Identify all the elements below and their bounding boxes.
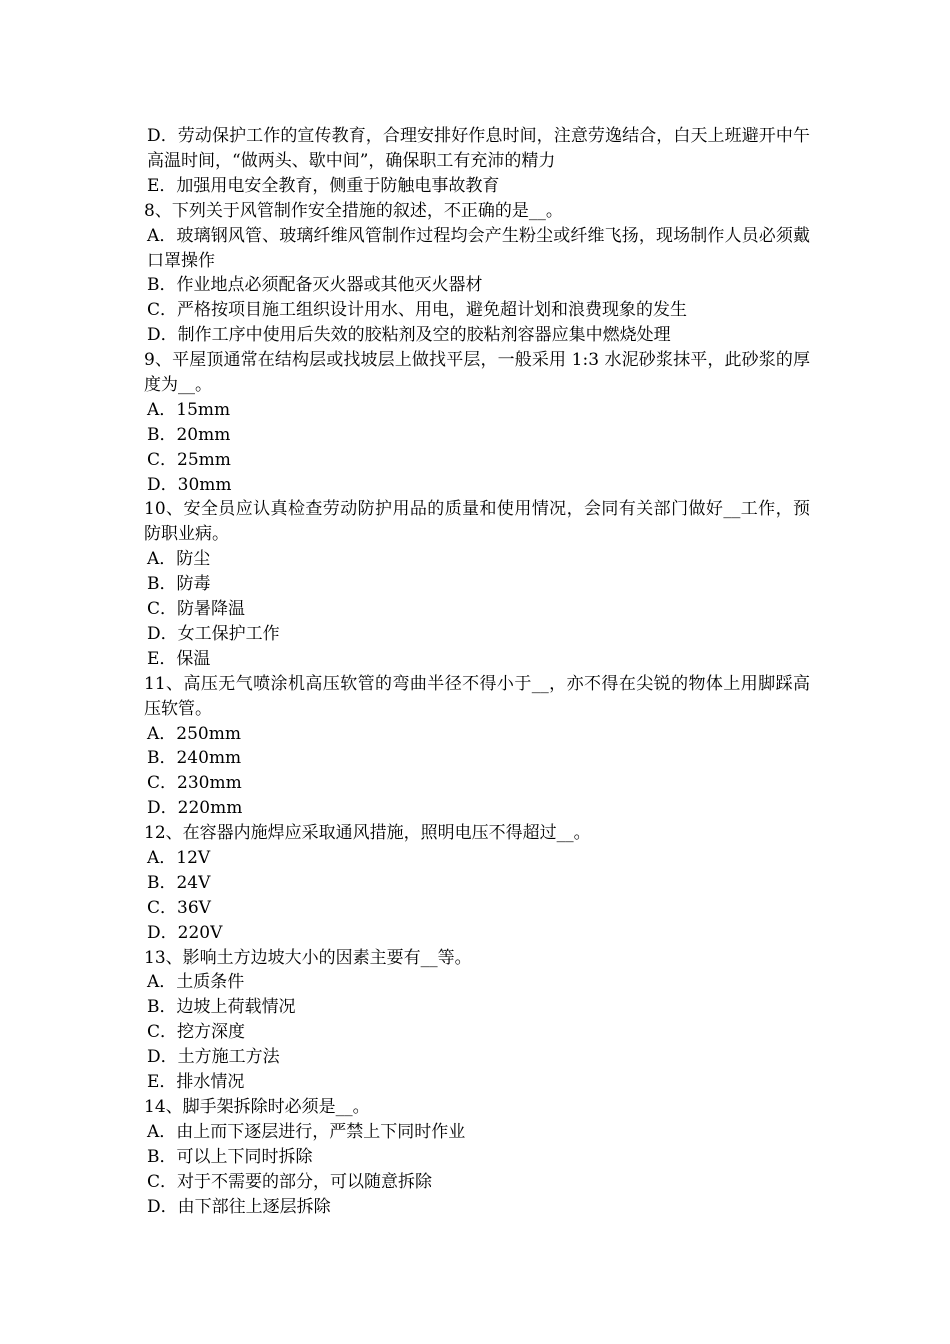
option-c-q12: C．36V [147,897,211,918]
option-d-q9: D．30mm [147,474,232,495]
option-b-q12: B．24V [147,872,211,893]
question-8: 8、下列关于风管制作安全措施的叙述，不正确的是__。 [144,200,563,221]
question-12: 12、在容器内施焊应采取通风措施，照明电压不得超过__。 [144,823,591,844]
option-a-q8: A．玻璃钢风管、玻璃纤维风管制作过程均会产生粉尘或纤维飞扬，现场制作人员必须戴口罩操作 [147,225,810,271]
option-d-q8: D．制作工序中使用后失效的胶粘剂及空的胶粘剂容器应集中燃烧处理 [147,325,671,346]
question-14: 14、脚手架拆除时必须是__。 [144,1096,370,1117]
question-9: 9、平屋顶通常在结构层或找坡层上做找平层，一般采用 1:3 水泥砂浆抹平，此砂浆的厚度为__。 [144,350,810,395]
option-c-q11: C．230mm [147,773,242,794]
option-b-q14: B．可以上下同时拆除 [147,1146,313,1167]
option-a-q14: A．由上而下逐层进行，严禁上下同时作业 [147,1121,466,1142]
option-c-q10: C．防暑降温 [147,599,246,620]
option-c-q8: C．严格按项目施工组织设计用水、用电，避免超计划和浪费现象的发生 [147,300,688,321]
question-11: 11、高压无气喷涂机高压软管的弯曲半径不得小于__，亦不得在尖锐的物体上用脚踩高压软管。 [144,673,810,719]
option-c-q13: C．挖方深度 [147,1022,246,1043]
option-a-q13: A．土质条件 [147,972,245,993]
option-b-q11: B．240mm [147,748,242,769]
option-e-q7: E．加强用电安全教育，侧重于防触电事故教育 [147,175,500,196]
option-c-q14: C．对于不需要的部分，可以随意拆除 [147,1171,433,1192]
option-a-q10: A．防尘 [147,549,211,570]
option-e-q13: E．排水情况 [147,1072,245,1093]
option-d-q7: D．劳动保护工作的宣传教育，合理安排好作息时间，注意劳逸结合，白天上班避开中午高温时间，“做两头、歇中间”，确保职工有充沛的精力 [147,126,810,171]
option-a-q11: A．250mm [147,723,241,744]
option-d-q11: D．220mm [147,798,243,819]
option-c-q9: C．25mm [147,449,231,470]
document-page [144,124,810,1219]
option-d-q10: D．女工保护工作 [147,623,280,644]
option-d-q12: D．220V [147,922,223,943]
option-b-q13: B．边坡上荷载情况 [147,997,296,1018]
option-b-q8: B．作业地点必须配备灭火器或其他灭火器材 [147,275,483,296]
option-b-q10: B．防毒 [147,574,211,595]
option-a-q9: A．15mm [147,399,231,420]
question-13: 13、影响土方边坡大小的因素主要有__等。 [144,947,472,968]
option-e-q10: E．保温 [147,648,211,669]
option-a-q12: A．12V [147,848,211,869]
option-b-q9: B．20mm [147,424,231,445]
option-d-q13: D．土方施工方法 [147,1047,280,1068]
option-d-q14: D．由下部往上逐层拆除 [147,1196,331,1217]
question-10: 10、安全员应认真检查劳动防护用品的质量和使用情况，会同有关部门做好__工作，预防职业病。 [144,499,810,545]
